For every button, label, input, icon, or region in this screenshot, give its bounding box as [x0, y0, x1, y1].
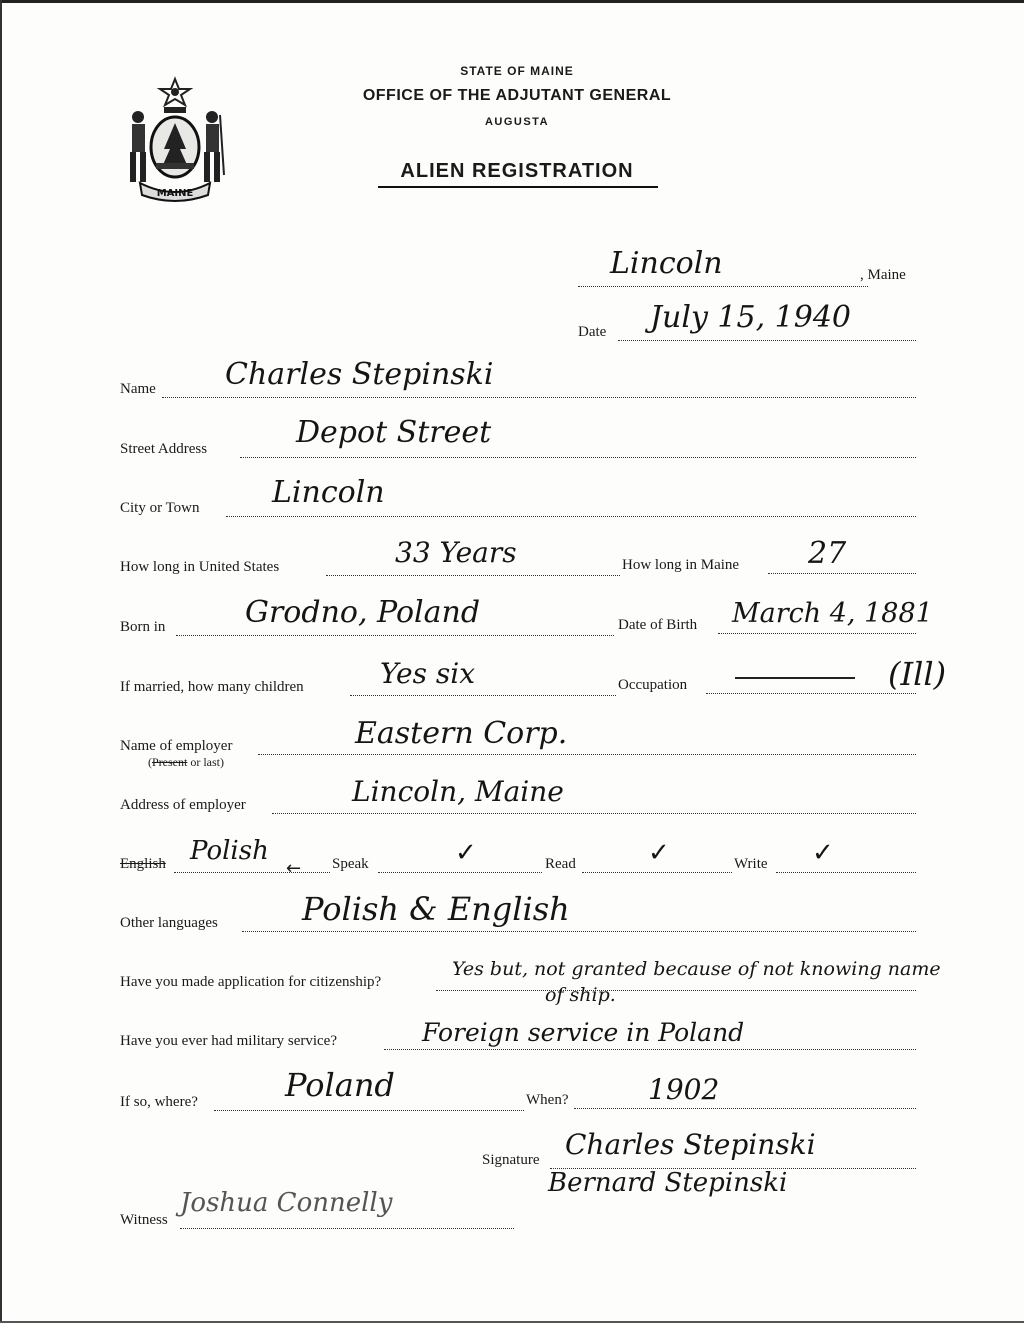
born-value: Grodno, Poland	[245, 595, 481, 630]
form-title: ALIEN REGISTRATION	[400, 160, 634, 182]
read-check: ✓	[648, 838, 670, 868]
employer-note-open: (	[148, 755, 152, 769]
employer-value: Eastern Corp.	[355, 716, 568, 751]
write-label: Write	[734, 856, 768, 872]
town-value: Lincoln	[610, 246, 723, 281]
married-line	[350, 695, 616, 696]
scan-border-left	[0, 0, 2, 1323]
city-line	[226, 516, 916, 517]
employer-note	[148, 755, 224, 770]
name-label: Name	[120, 381, 156, 397]
read-label: Read	[545, 856, 576, 872]
years-us-label: How long in United States	[120, 559, 280, 575]
born-label: Born in	[120, 619, 166, 635]
occupation-line	[706, 693, 916, 694]
street-value: Depot Street	[296, 415, 492, 450]
married-label: If married, how many children	[120, 679, 304, 695]
speak-line	[378, 872, 542, 873]
street-label: Street Address	[120, 441, 208, 457]
header-city: AUGUSTA	[484, 116, 550, 128]
speak-label: Speak	[332, 856, 369, 872]
write-check: ✓	[812, 838, 834, 868]
military-line	[384, 1049, 916, 1050]
date-line	[618, 340, 916, 341]
city-label: City or Town	[120, 500, 200, 516]
where-label: If so, where?	[120, 1094, 198, 1110]
other-languages-label: Other languages	[120, 915, 218, 931]
born-line	[176, 635, 614, 636]
date-label: Date	[578, 324, 607, 340]
town-line	[578, 286, 868, 287]
citizenship-label: Have you made application for citizenship?	[120, 974, 382, 990]
english-line	[174, 872, 330, 873]
city-value: Lincoln	[272, 475, 385, 510]
write-line	[776, 872, 916, 873]
seal-banner-text: MAINE	[156, 188, 194, 199]
citizenship-value-line1: Yes but, not granted because of not knowing name	[452, 958, 941, 980]
signature-value: Charles Stepinski	[565, 1128, 816, 1161]
when-line	[574, 1108, 916, 1109]
years-us-value: 33 Years	[395, 536, 517, 569]
header-state: STATE OF MAINE	[460, 64, 574, 78]
maine-label: , Maine	[860, 267, 906, 283]
signature-label: Signature	[482, 1152, 540, 1168]
military-label: Have you ever had military service?	[120, 1033, 337, 1049]
employer-address-line	[272, 813, 916, 814]
where-line	[214, 1110, 524, 1111]
arrow-left-icon: ←	[286, 858, 302, 879]
married-value: Yes six	[380, 657, 476, 690]
other-languages-value: Polish & English	[302, 890, 570, 928]
name-value: Charles Stepinski	[225, 357, 494, 392]
other-languages-line	[242, 931, 916, 932]
title-underline	[378, 186, 658, 188]
street-line	[240, 457, 916, 458]
occupation-dash	[735, 677, 855, 679]
when-value: 1902	[648, 1073, 720, 1106]
years-maine-label: How long in Maine	[622, 557, 740, 573]
military-value: Foreign service in Poland	[422, 1018, 745, 1047]
header-office: OFFICE OF THE ADJUTANT GENERAL	[362, 87, 672, 104]
dob-line	[718, 633, 916, 634]
dob-value: March 4, 1881	[732, 598, 933, 629]
date-value: July 15, 1940	[650, 300, 852, 335]
employer-line	[258, 754, 916, 755]
occupation-value: (Ill)	[888, 655, 947, 693]
occupation-label: Occupation	[618, 677, 688, 693]
years-maine-value: 27	[808, 536, 847, 571]
citizenship-value-line2: of ship.	[545, 984, 616, 1006]
years-us-line	[326, 575, 620, 576]
citizenship-line	[436, 990, 916, 991]
when-label: When?	[526, 1092, 569, 1108]
employer-note-close: or last)	[187, 755, 224, 769]
name-line	[162, 397, 916, 398]
witness-line	[180, 1228, 514, 1229]
witness-value: Joshua Connelly	[180, 1188, 393, 1218]
speak-check: ✓	[455, 838, 477, 868]
employer-note-struck: Present	[152, 755, 188, 769]
signature-second-value: Bernard Stepinski	[548, 1168, 788, 1198]
scan-border-top	[0, 0, 1024, 3]
employer-label: Name of employer	[120, 738, 233, 754]
employer-address-label: Address of employer	[120, 797, 246, 813]
english-label: English	[120, 856, 166, 872]
dob-label: Date of Birth	[618, 617, 698, 633]
english-note-value: Polish	[190, 836, 269, 866]
where-value: Poland	[285, 1066, 395, 1104]
employer-address-value: Lincoln, Maine	[352, 775, 564, 808]
witness-label: Witness	[120, 1212, 168, 1228]
years-maine-line	[768, 573, 916, 574]
read-line	[582, 872, 732, 873]
